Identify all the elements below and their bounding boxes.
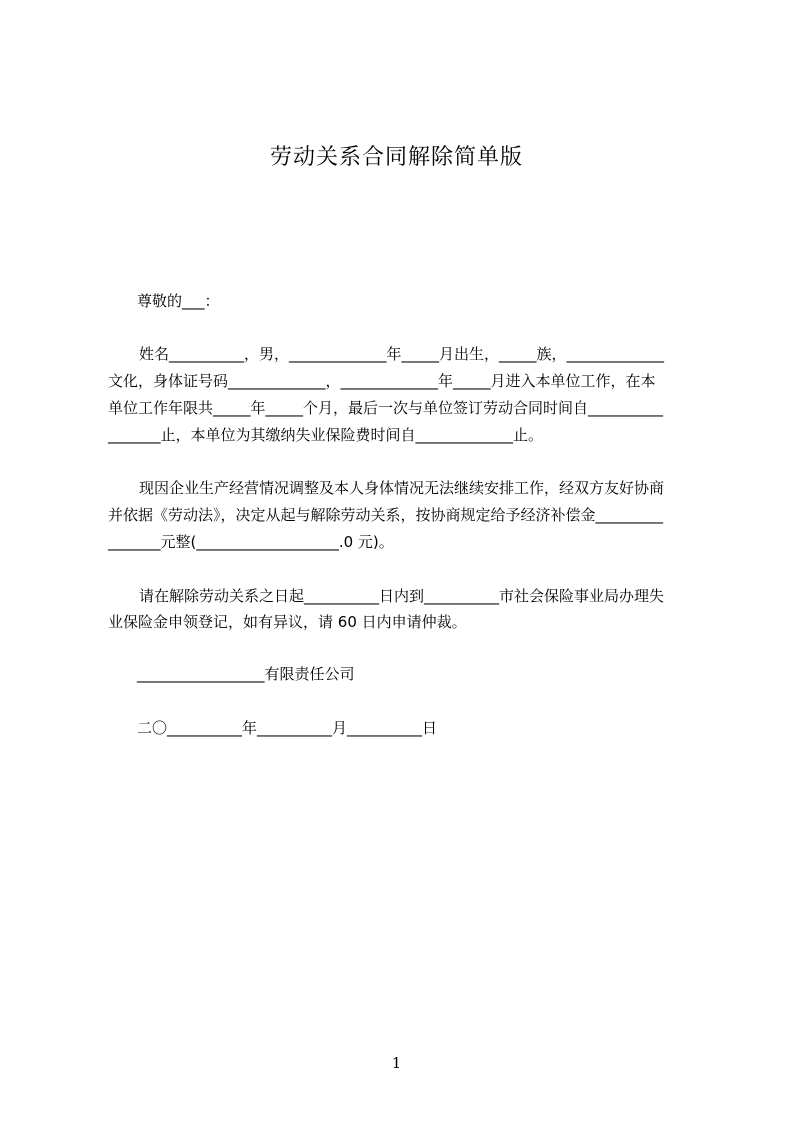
page-number: 1 xyxy=(391,1054,402,1072)
document-title: 劳动关系合同解除简单版 xyxy=(269,145,523,170)
paragraph-1-line-2: 文化，身体证号码_____________，_____________年_____月进入本单位工作，在本 xyxy=(108,372,656,390)
paragraph-1-line-4: _______止，本单位为其缴纳失业保险费时间自_____________止。 xyxy=(108,426,544,444)
date-line: 二〇__________年__________月__________日 xyxy=(137,719,438,737)
paragraph-2-line-2: 并依据《劳动法》，决定从起与解除劳动关系，按协商规定给予经济补偿金_________ xyxy=(108,506,664,524)
paragraph-2-line-1: 现因企业生产经营情况调整及本人身体情况无法继续安排工作，经双方友好协商 xyxy=(139,479,665,497)
paragraph-1-line-1: 姓名__________，男，_____________年_____月出生，_____族，_____________ xyxy=(139,345,665,363)
salutation: 尊敬的___： xyxy=(137,292,220,310)
paragraph-3-line-1: 请在解除劳动关系之日起__________日内到__________市社会保险事业局办理失 xyxy=(139,587,665,605)
paragraph-2-line-3: _______元整(___________________.0 元)。 xyxy=(108,533,394,551)
paragraph-3-line-2: 业保险金申领登记，如有异议，请 60 日内申请仲裁。 xyxy=(108,613,467,631)
paragraph-1-line-3: 单位工作年限共_____年_____个月，最后一次与单位签订劳动合同时间自__________ xyxy=(108,399,664,417)
company-signature-line: _________________有限责任公司 xyxy=(137,665,355,683)
